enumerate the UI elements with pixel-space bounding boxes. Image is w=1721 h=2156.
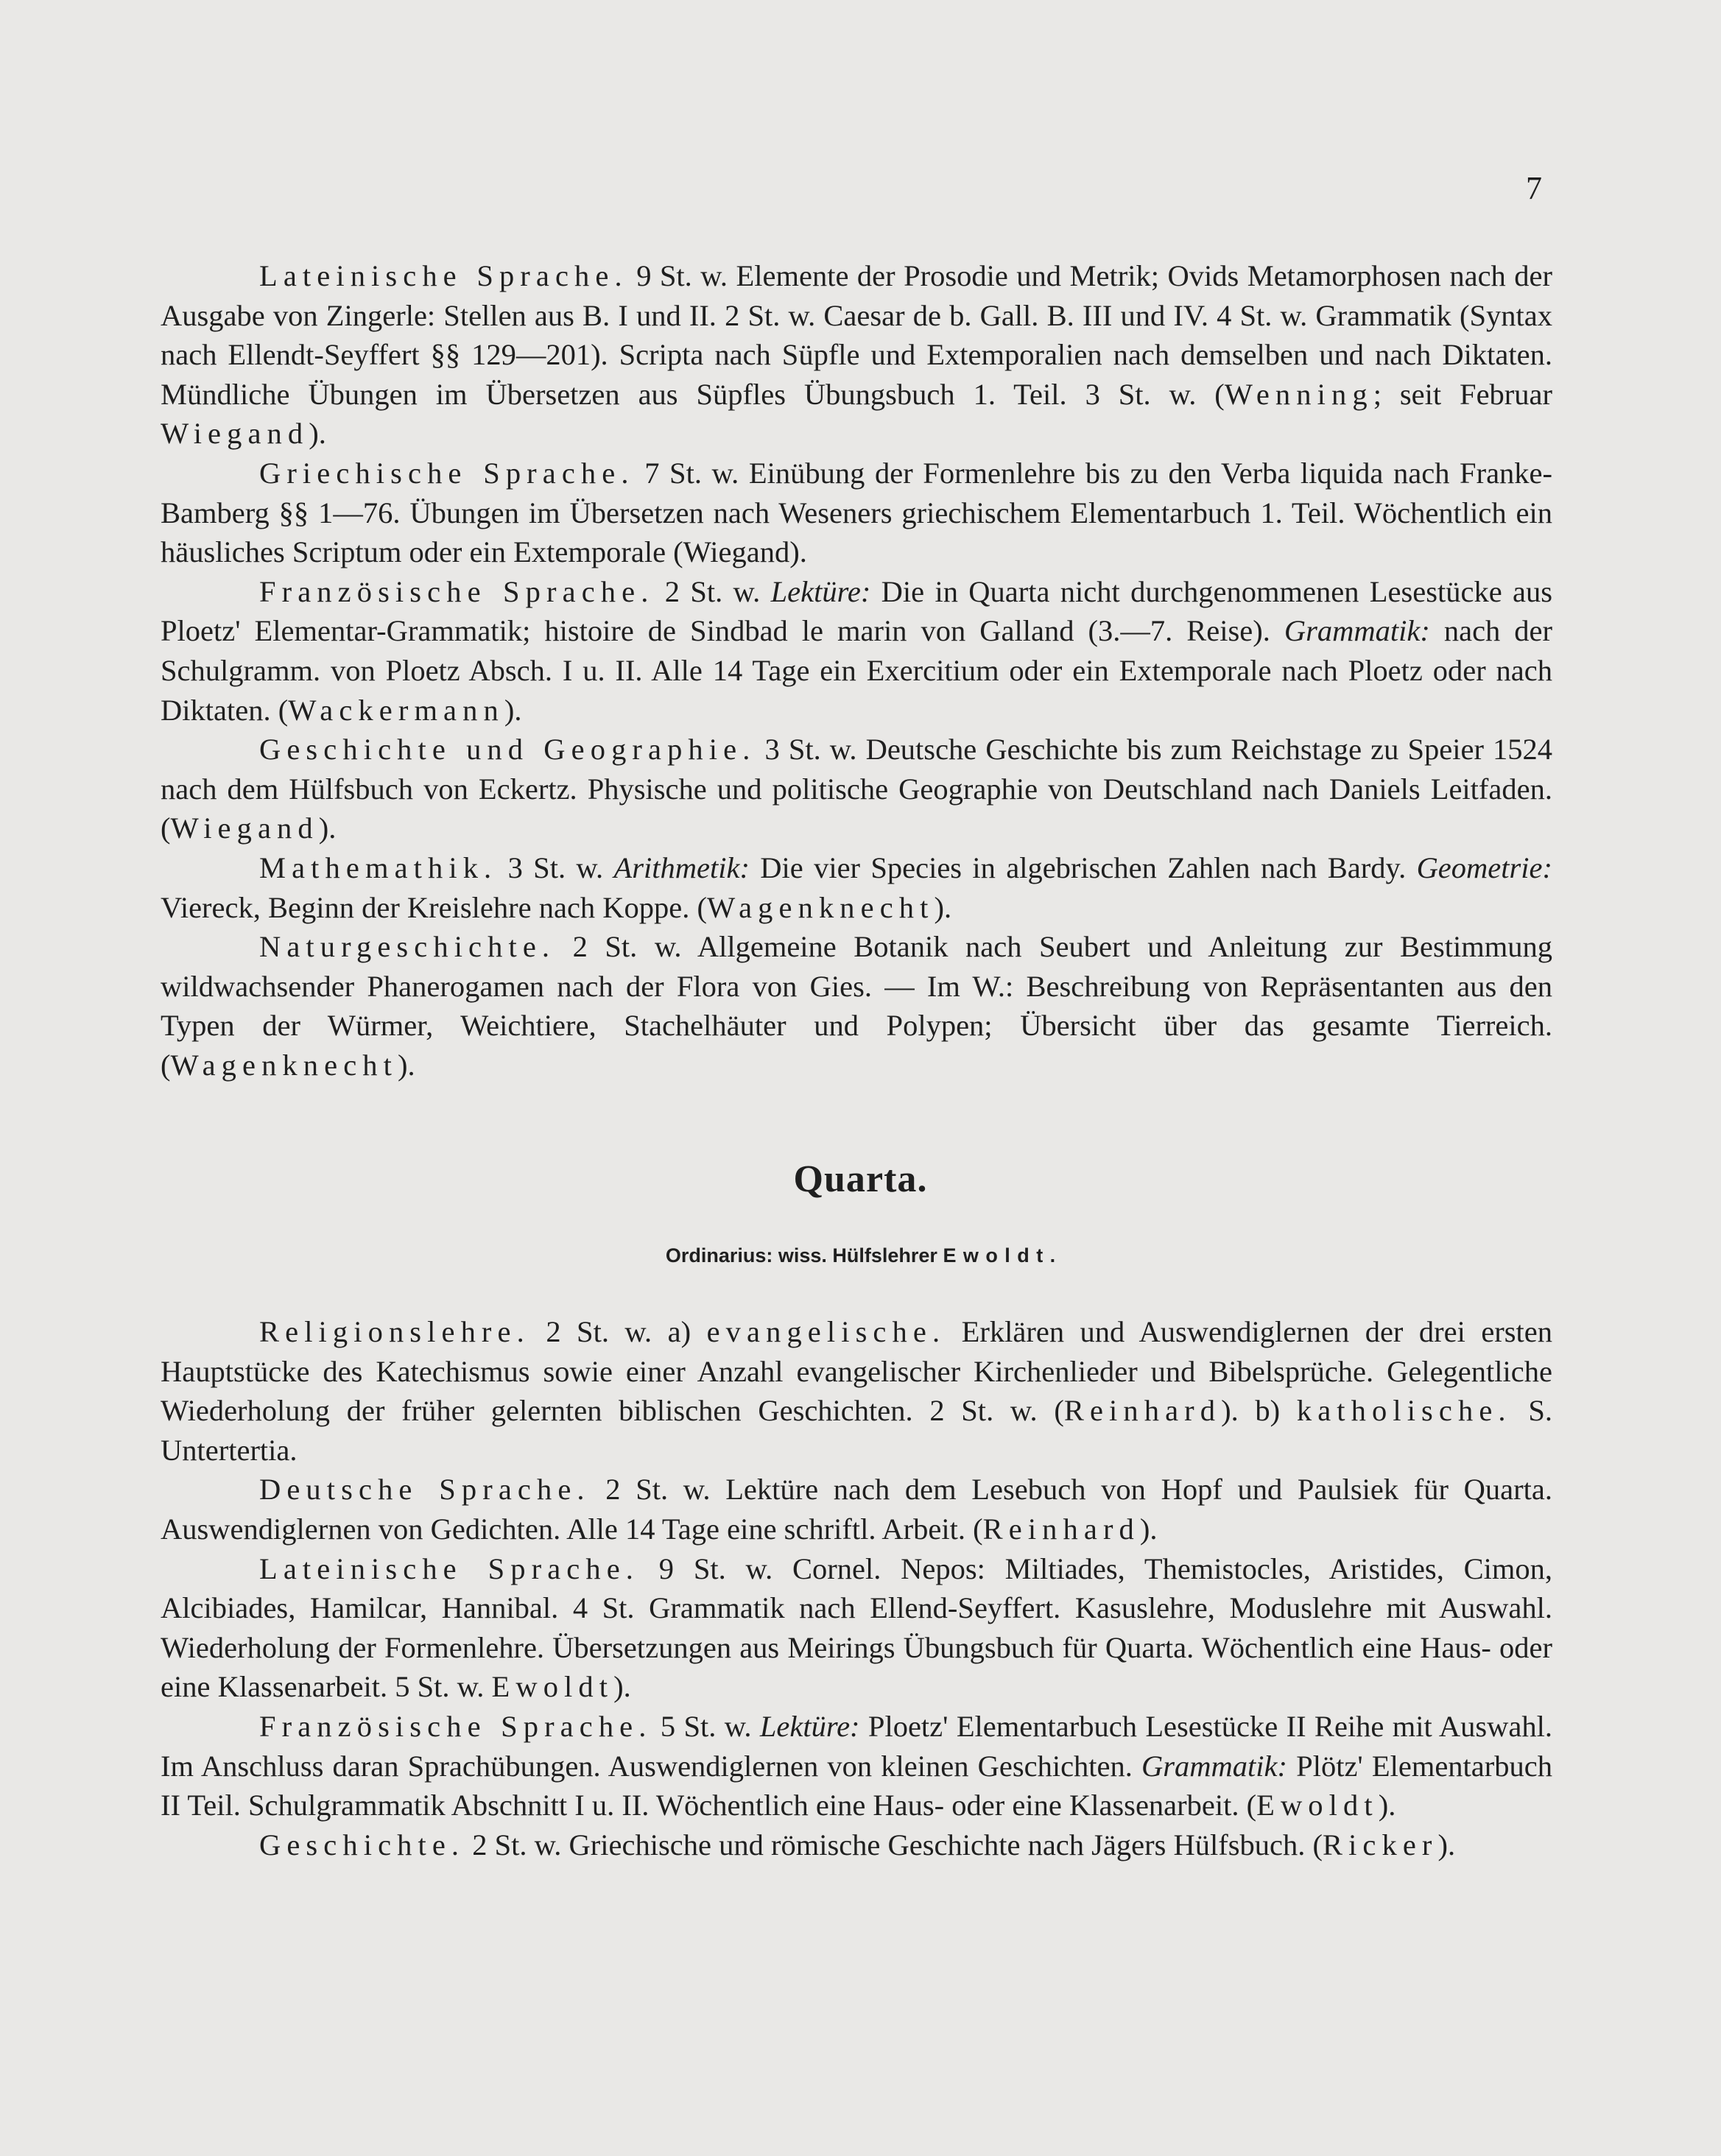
subject-geschichte-geographie: Geschichte und Geographie. — [259, 733, 756, 767]
subject-franzoesisch: Französische Sprache. — [259, 574, 655, 608]
text-latein-quarta-end: ). — [613, 1670, 631, 1704]
text-latein-end: ). — [309, 417, 326, 451]
text-religion-1: 2 St. w. a) — [546, 1315, 691, 1348]
text-religion-3: ). b) — [1221, 1394, 1281, 1428]
paragraph-mathematik — [161, 848, 1552, 927]
text-griechisch: 7 St. w. Einübung der Formenlehre bis zu den Verba liquida nach Franke-Bamberg §§ 1—76. Übungen im Übersetzen nach Weseners griechischem Elementarbuch 1. Teil. Wöchentlich ein häusliches Scriptum oder ein Extemporale (Wiegand). — [161, 456, 1553, 569]
teacher-wiegand-2: Wiegand — [170, 811, 319, 845]
section-heading-quarta: Quarta. — [793, 1158, 928, 1200]
paragraph-griechisch — [161, 454, 1552, 572]
teacher-wagenknecht-2: Wagenknecht — [170, 1048, 398, 1082]
teacher-wenning: Wenning — [1224, 377, 1373, 411]
teacher-wiegand: Wiegand — [161, 417, 309, 451]
paragraph-latein — [161, 256, 1552, 454]
section-upper-class — [161, 256, 1552, 1085]
teacher-ewoldt: Ewoldt — [491, 1670, 614, 1704]
label-grammatik-quarta: Grammatik: — [1141, 1749, 1288, 1783]
ordinarius-end: . — [1049, 1244, 1056, 1267]
text-geschichte-end: ). — [318, 811, 337, 845]
subject-religion: Religionslehre. — [259, 1315, 530, 1348]
paragraph-geschichte-geographie — [161, 730, 1552, 848]
paragraph-geschichte-quarta — [161, 1825, 1552, 1865]
text-mathematik-2: Viereck, Beginn der Kreislehre nach Koppe. ( — [161, 890, 708, 924]
teacher-wackermann: Wackermann — [288, 693, 504, 727]
text-geschichte-geographie: 3 St. w. Deutsche Geschichte bis zum Reichstage zu Speier 1524 nach dem Hülfsbuch von Eckertz. Physische und politische Geographie von Deutschland nach Daniels Leitfaden. ( — [161, 733, 1552, 845]
label-arithmetik: Arithmetik: — [613, 850, 750, 884]
text-franzoesisch-quarta-2: Plötz' Elementarbuch II Teil. Schulgrammatik Abschnitt I u. II. Wöchentlich eine Haus- oder eine Klassenarbeit. ( — [161, 1749, 1552, 1822]
text-mathematik-1: Die vier Species in algebrischen Zahlen nach Bardy. — [760, 850, 1407, 884]
paragraph-franzoesisch-quarta — [161, 1707, 1552, 1825]
page-number: 7 — [1526, 170, 1542, 206]
text-deutsch-end: ). — [1139, 1512, 1158, 1546]
text-franzoesisch-quarta-1: Ploetz' Elementarbuch Lesestücke II Reihe mit Auswahl. Im Anschluss daran Sprachübungen. Auswendiglernen von kleinen Geschichten. — [161, 1709, 1553, 1783]
ordinarius-name: Ewoldt — [943, 1244, 1050, 1267]
text-franzoesisch-1: Die in Quarta nicht durchgenommenen Lesestücke aus Ploetz' Elementar-Grammatik; histoire de Sindbad le marin von Galland (3.—7. Reise). — [161, 574, 1553, 648]
teacher-reinhard-2: Reinhard — [982, 1512, 1140, 1546]
ordinarius-label: Ordinarius: wiss. Hülfslehrer — [665, 1244, 937, 1267]
section-quarta — [161, 1312, 1552, 1864]
label-grammatik: Grammatik: — [1284, 614, 1430, 648]
label-geometrie: Geometrie: — [1416, 850, 1552, 884]
subject-deutsch: Deutsche Sprache. — [259, 1473, 591, 1507]
subject-mathematik: Mathemathik. — [259, 850, 498, 884]
text-geschichte-quarta-end: ). — [1437, 1828, 1456, 1861]
paragraph-deutsch — [161, 1470, 1552, 1549]
subject-geschichte-quarta: Geschichte. — [259, 1828, 465, 1861]
text-latein-quarta: 9 St. w. Cornel. Nepos: Miltiades, Themistocles, Aristides, Cimon, Alcibiades, Hamilcar, Hannibal. 4 St. Grammatik nach Ellend-Seyffert. Kasuslehre, Moduslehre mit Auswahl. Wiederholung der Formenlehre. Übersetzungen aus Meirings Übungsbuch für Quarta. Wöchentlich eine Haus- oder eine Klassenarbeit. 5 St. w. — [161, 1551, 1552, 1704]
teacher-ewoldt-2: Ewoldt — [1256, 1789, 1379, 1822]
text-religion-4: S. Untertertia. — [161, 1394, 1552, 1467]
text-franzoesisch-quarta-end: ). — [1378, 1789, 1396, 1822]
subject-griechisch: Griechische Sprache. — [259, 456, 635, 490]
text-deutsch: 2 St. w. Lektüre nach dem Lesebuch von Hopf und Paulsiek für Quarta. Auswendiglernen von Gedichten. Alle 14 Tage eine schriftl. Arbeit. ( — [161, 1473, 1552, 1546]
hours-mathematik: 3 St. w. — [507, 850, 604, 884]
text-franzoesisch-end: ). — [504, 693, 522, 727]
paragraph-religion — [161, 1312, 1552, 1470]
subject-latein: Lateinische Sprache. — [259, 259, 628, 292]
text-franzoesisch-2: nach der Schulgramm. von Ploetz Absch. I u. II. Alle 14 Tage ein Exercitium oder ein Extemporale nach Ploetz oder nach Diktaten. ( — [161, 614, 1553, 727]
text-naturgeschichte: 2 St. w. Allgemeine Botanik nach Seubert und Anleitung zur Bestimmung wildwachsender Phanerogamen nach der Flora von Gies. — Im W.: Beschreibung von Repräsentanten aus den Typen der Würmer, Weichtiere, Stachelhäuter und Polypen; Übersicht über das gesamte Tierreich. ( — [161, 930, 1552, 1082]
label-lektuere-quarta: Lektüre: — [759, 1709, 860, 1743]
teacher-reinhard: Reinhard — [1063, 1394, 1222, 1428]
text-latein-mid: ; seit Februar — [1373, 377, 1552, 411]
subject-franzoesisch-quarta: Französische Sprache. — [259, 1709, 652, 1743]
subject-latein-quarta: Lateinische Sprache. — [259, 1551, 640, 1585]
text-religion-2: Erklären und Auswendiglernen der drei ersten Hauptstücke des Katechismus sowie einer Anzahl evangelischer Kirchenlieder und Bibelsprüche. Gelegentliche Wiederholung der früher gelernten biblischen Geschichten. 2 St. w. ( — [161, 1315, 1553, 1428]
label-katholisch: katholische. — [1296, 1394, 1512, 1428]
text-latein: 9 St. w. Elemente der Prosodie und Metrik; Ovids Metamorphosen nach der Ausgabe von Zingerle: Stellen aus B. I und II. 2 St. w. Caesar de b. Gall. B. III und IV. 4 St. w. Grammatik (Syntax nach Ellendt-Seyffert §§ 129—201). Scripta nach Süpfle und Extemporalien nach demselben und nach Diktaten. Mündliche Übungen im Übersetzen aus Süpfles Übungsbuch 1. Teil. 3 St. w. ( — [161, 259, 1552, 411]
text-geschichte-quarta: 2 St. w. Griechische und römische Geschichte nach Jägers Hülfsbuch. ( — [472, 1828, 1323, 1861]
hours-franzoesisch: 2 St. w. — [664, 574, 761, 608]
paragraph-latein-quarta — [161, 1549, 1552, 1707]
text-naturgeschichte-end: ). — [398, 1048, 415, 1082]
paragraph-franzoesisch — [161, 572, 1552, 730]
label-lektuere: Lektüre: — [770, 574, 871, 608]
hours-franzoesisch-quarta: 5 St. w. — [660, 1709, 752, 1743]
label-evangelisch: evangelische. — [706, 1315, 946, 1348]
text-mathematik-end: ). — [934, 890, 952, 924]
subject-naturgeschichte: Naturgeschichte. — [259, 930, 556, 964]
teacher-wagenknecht: Wagenknecht — [707, 890, 935, 924]
ordinarius-line — [0, 1244, 1721, 1267]
teacher-ricker: Ricker — [1322, 1828, 1438, 1861]
paragraph-naturgeschichte — [161, 927, 1552, 1085]
